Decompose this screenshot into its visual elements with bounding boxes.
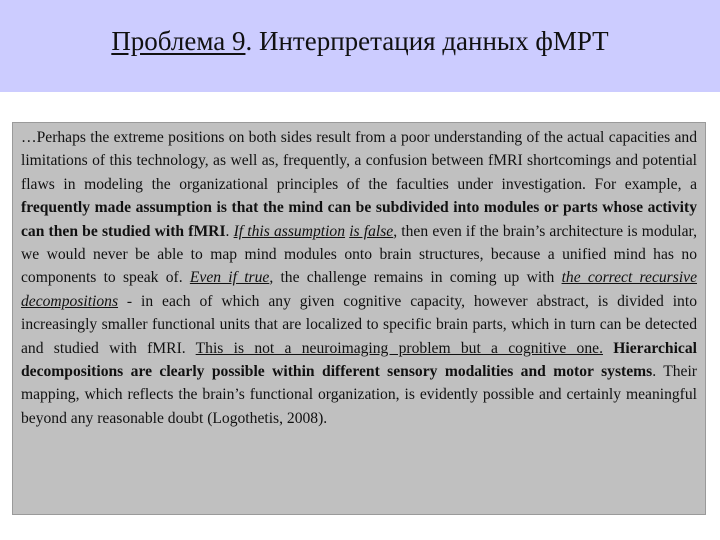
text-if-this-assumption: If this assumption bbox=[233, 222, 346, 240]
text-conclusion: . Their mapping, which reflects the brain’s functional organization, is evidently possible and certainly meaningful beyond any reasonable doubt (Logothetis, 2008). bbox=[21, 363, 697, 427]
quote-box bbox=[12, 122, 706, 515]
text-period: . bbox=[225, 222, 234, 240]
text-recursive-decompositions: the correct recursive decompositions bbox=[21, 269, 697, 310]
text-even-if-true: Even if true bbox=[189, 269, 270, 287]
text-is-false: is false bbox=[349, 222, 394, 240]
title-band bbox=[0, 0, 720, 92]
slide-title-problem-number: Проблема 9 bbox=[111, 26, 246, 56]
text-space-2 bbox=[603, 340, 613, 357]
text-intro: …Perhaps the extreme positions on both sides result from a poor understanding of the actual capacities and limitations of this technology, as well as, frequently, a confusion between fMRI shortcomings and potential flaws in modeling the organizational principles of the faculties under investigation. For example, a bbox=[21, 129, 697, 193]
text-bold-assumption: frequently made assumption is that the mind can be subdivided into modules or parts whose activity can then be studied with fMRI bbox=[21, 199, 697, 240]
text-bold-hierarchical: Hierarchical decompositions are clearly possible within different sensory modalities and motor systems bbox=[21, 339, 697, 381]
quote-paragraph bbox=[21, 126, 697, 430]
text-modular-argument: , then even if the brain’s architecture is modular, we would never be able to map mind modules onto brain structures, because a unified mind has no components to speak of. bbox=[21, 222, 697, 287]
text-decomposition-explanation: - in each of which any given cognitive capacity, however abstract, is divided into increasingly smaller functional units that are localized to specific brain parts, which in turn can be detected and studied with fMRI. bbox=[21, 292, 697, 357]
text-challenge: , the challenge remains in coming up with bbox=[269, 269, 562, 287]
slide-title bbox=[0, 26, 720, 57]
slide-title-topic: . Интерпретация данных фМРТ bbox=[245, 26, 609, 56]
text-not-neuroimaging-problem: This is not a neuroimaging problem but a cognitive one. bbox=[195, 339, 603, 357]
